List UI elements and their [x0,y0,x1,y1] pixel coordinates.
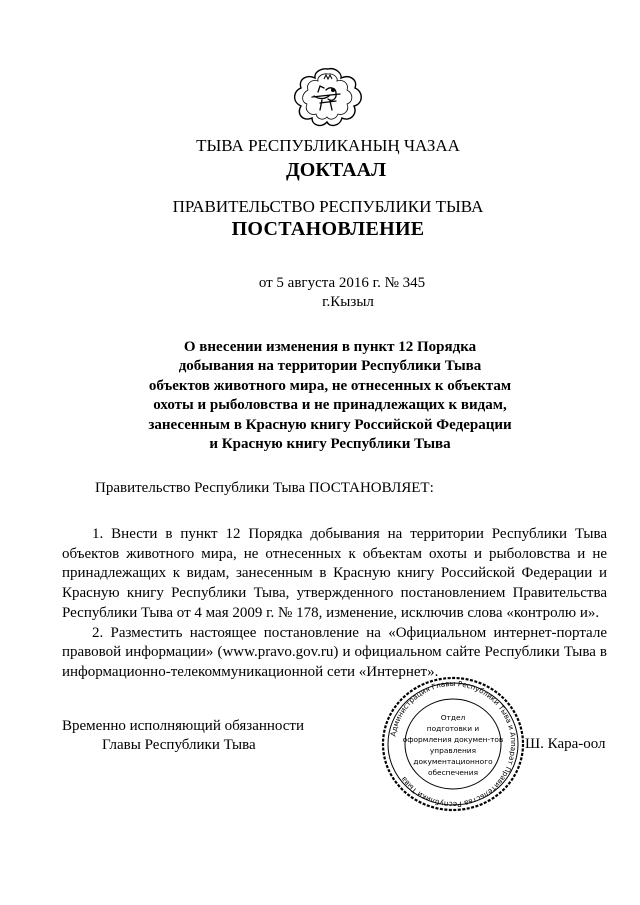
header-doc-type: ПОСТАНОВЛЕНИЕ [231,218,425,240]
round-seal-icon [378,675,528,813]
preamble: Правительство Республики Тыва ПОСТАНОВЛЯЕТ: [95,480,434,496]
seal-center-line: обеспечения [427,768,479,777]
document-city: г.Кызыл [322,294,374,310]
title-line: занесенным в Красную книгу Российской Федерации [148,416,512,433]
header-tyva-government: ТЫВА РЕСПУБЛИКАНЫҢ ЧАЗАА [196,136,460,155]
signatory-position [62,717,304,755]
signatory-position-line: Временно исполняющий обязанности [62,718,305,734]
signatory-position-line: Главы Республики Тыва [102,737,256,753]
title-line: объектов животного мира, не отнесенных к объектам [148,377,512,394]
title-line: и Красную книгу Республики Тыва [209,436,451,453]
document-date-number: от 5 августа 2016 г. № 345 [258,275,426,291]
title-line: добывания на территории Республики Тыва [178,358,482,375]
document-title [130,338,530,454]
tyva-coat-of-arms-icon [290,66,366,130]
seal-center-line: подготовки и [426,724,480,733]
header-tyva-doc-type: ДОКТААЛ [286,159,386,181]
header-government: ПРАВИТЕЛЬСТВО РЕСПУБЛИКИ ТЫВА [172,197,484,216]
seal-center-line: управления [429,746,477,755]
signatory-name: Ш. Кара-оол [525,736,606,752]
seal-ring-text: Администрация Главы Республики Тыва и Аппарат Правительства Республики Тыва [388,678,519,810]
seal-center-line: документационного [413,757,493,766]
title-line: О внесении изменения в пункт 12 Порядка [183,339,477,355]
seal-center-line: оформления докумен-тов [402,735,504,744]
paragraph: 1. Внести в пункт 12 Порядка добывания на территории Республики Тыва объектов животного мира, не отнесенных к объектам охоты и рыболовства и не принадлежащих к видам, занесенным в Красную книгу Российской Федерации и Красную книгу Республики Тыва, утвержденного постановлением Правительства Республики Тыва от 4 мая 2009 г. № 178, изменение, исключив слова «контролю и». [62,526,607,621]
seal-center-line: Отдел [440,713,466,722]
paragraph: 2. Разместить настоящее постановление на «Официальном интернет-портале правовой информации» (www.pravo.gov.ru) и официальном сайте Республики Тыва в информационно-телекоммуникационной сети «Интернет». [62,624,607,680]
document-body [62,525,607,683]
title-line: охоты и рыболовства и не принадлежащих к видам, [153,397,507,414]
svg-text:Администрация Главы Республики [389,679,519,809]
